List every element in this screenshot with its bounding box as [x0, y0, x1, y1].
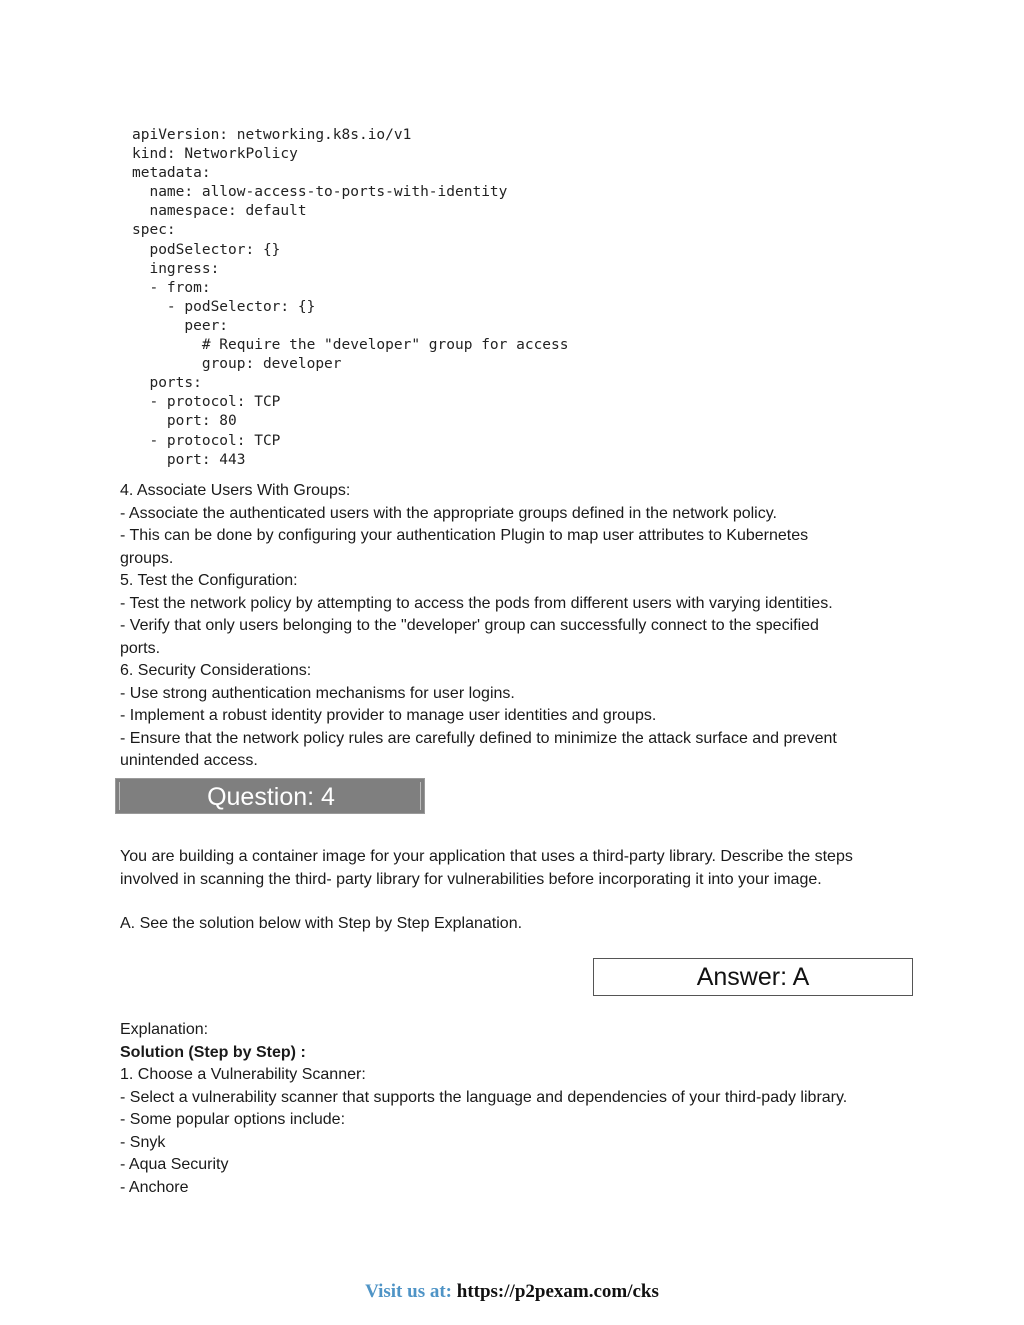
explanation-line: - Select a vulnerability scanner that supports the language and dependencies of your third-pady library.: [120, 1088, 848, 1106]
network-policy-yaml: [132, 126, 569, 470]
explanation-line: - Aqua Security: [120, 1156, 229, 1173]
step-line: unintended access.: [120, 752, 258, 769]
answer-option-a: [120, 913, 920, 936]
answer-title: Answer: A: [696, 963, 810, 991]
step-heading: 5. Test the Configuration:: [120, 572, 298, 589]
step-heading: 4. Associate Users With Groups:: [120, 482, 351, 499]
code-line: - protocol: TCP: [132, 394, 281, 411]
code-line: port: 443: [132, 451, 246, 468]
footer-label: Visit us at:: [365, 1281, 452, 1302]
explanation-label: Explanation:: [120, 1021, 209, 1038]
steps-section: [120, 480, 920, 773]
code-line: ports:: [132, 375, 202, 392]
question-banner: [115, 778, 425, 814]
solution-heading: Solution (Step by Step) :: [120, 1043, 306, 1061]
code-line: # Require the "developer" group for access: [132, 337, 569, 354]
code-line: port: 80: [132, 413, 237, 430]
code-line: - protocol: TCP: [132, 432, 281, 449]
step-line: - Associate the authenticated users with the appropriate groups defined in the network policy.: [120, 504, 777, 522]
explanation-line: - Some popular options include:: [120, 1111, 346, 1128]
option-a-text: A. See the solution below with Step by Step Explanation.: [120, 915, 523, 932]
step-line: - Test the network policy by attempting to access the pods from different users with varying identities.: [120, 594, 833, 612]
code-line: name: allow-access-to-ports-with-identity: [132, 184, 508, 201]
code-line: group: developer: [132, 356, 342, 373]
explanation-line: - Anchore: [120, 1178, 189, 1196]
step-line: groups.: [120, 549, 174, 567]
code-line: kind: NetworkPolicy: [132, 146, 298, 163]
explanation-line: - Snyk: [120, 1133, 166, 1151]
step-line: ports.: [120, 639, 161, 657]
code-line: apiVersion: networking.k8s.io/v1: [132, 127, 412, 143]
footer: [0, 1281, 1024, 1303]
step-line: - Ensure that the network policy rules are carefully defined to minimize the attack surface and prevent: [120, 729, 837, 747]
explanation-line: 1. Choose a Vulnerability Scanner:: [120, 1066, 366, 1083]
code-line: spec:: [132, 222, 176, 239]
code-line: namespace: default: [132, 203, 307, 220]
code-line: - podSelector: {}: [132, 298, 316, 315]
footer-link[interactable]: https://p2pexam.com/cks: [456, 1281, 659, 1302]
code-line: ingress:: [132, 260, 220, 277]
explanation-section: [120, 1019, 920, 1199]
answer-box: [593, 958, 913, 996]
step-line: - This can be done by configuring your authentication Plugin to map user attributes to Kubernetes: [120, 527, 809, 544]
question-body: [120, 846, 920, 891]
code-line: metadata:: [132, 165, 211, 182]
question-text-line: You are building a container image for your application that uses a third-party library. Describe the steps: [120, 848, 853, 865]
question-text-line: involved in scanning the third- party library for vulnerabilities before incorporating it into your image.: [120, 870, 822, 888]
step-line: - Verify that only users belonging to the "developer' group can successfully connect to the specified: [120, 617, 819, 634]
step-line: - Implement a robust identity provider to manage user identities and groups.: [120, 707, 657, 724]
code-line: - from:: [132, 279, 211, 296]
step-heading: 6. Security Considerations:: [120, 662, 312, 679]
code-line: podSelector: {}: [132, 241, 281, 258]
question-title: Question: 4: [207, 783, 335, 811]
code-line: peer:: [132, 317, 229, 334]
step-line: - Use strong authentication mechanisms for user logins.: [120, 684, 515, 702]
